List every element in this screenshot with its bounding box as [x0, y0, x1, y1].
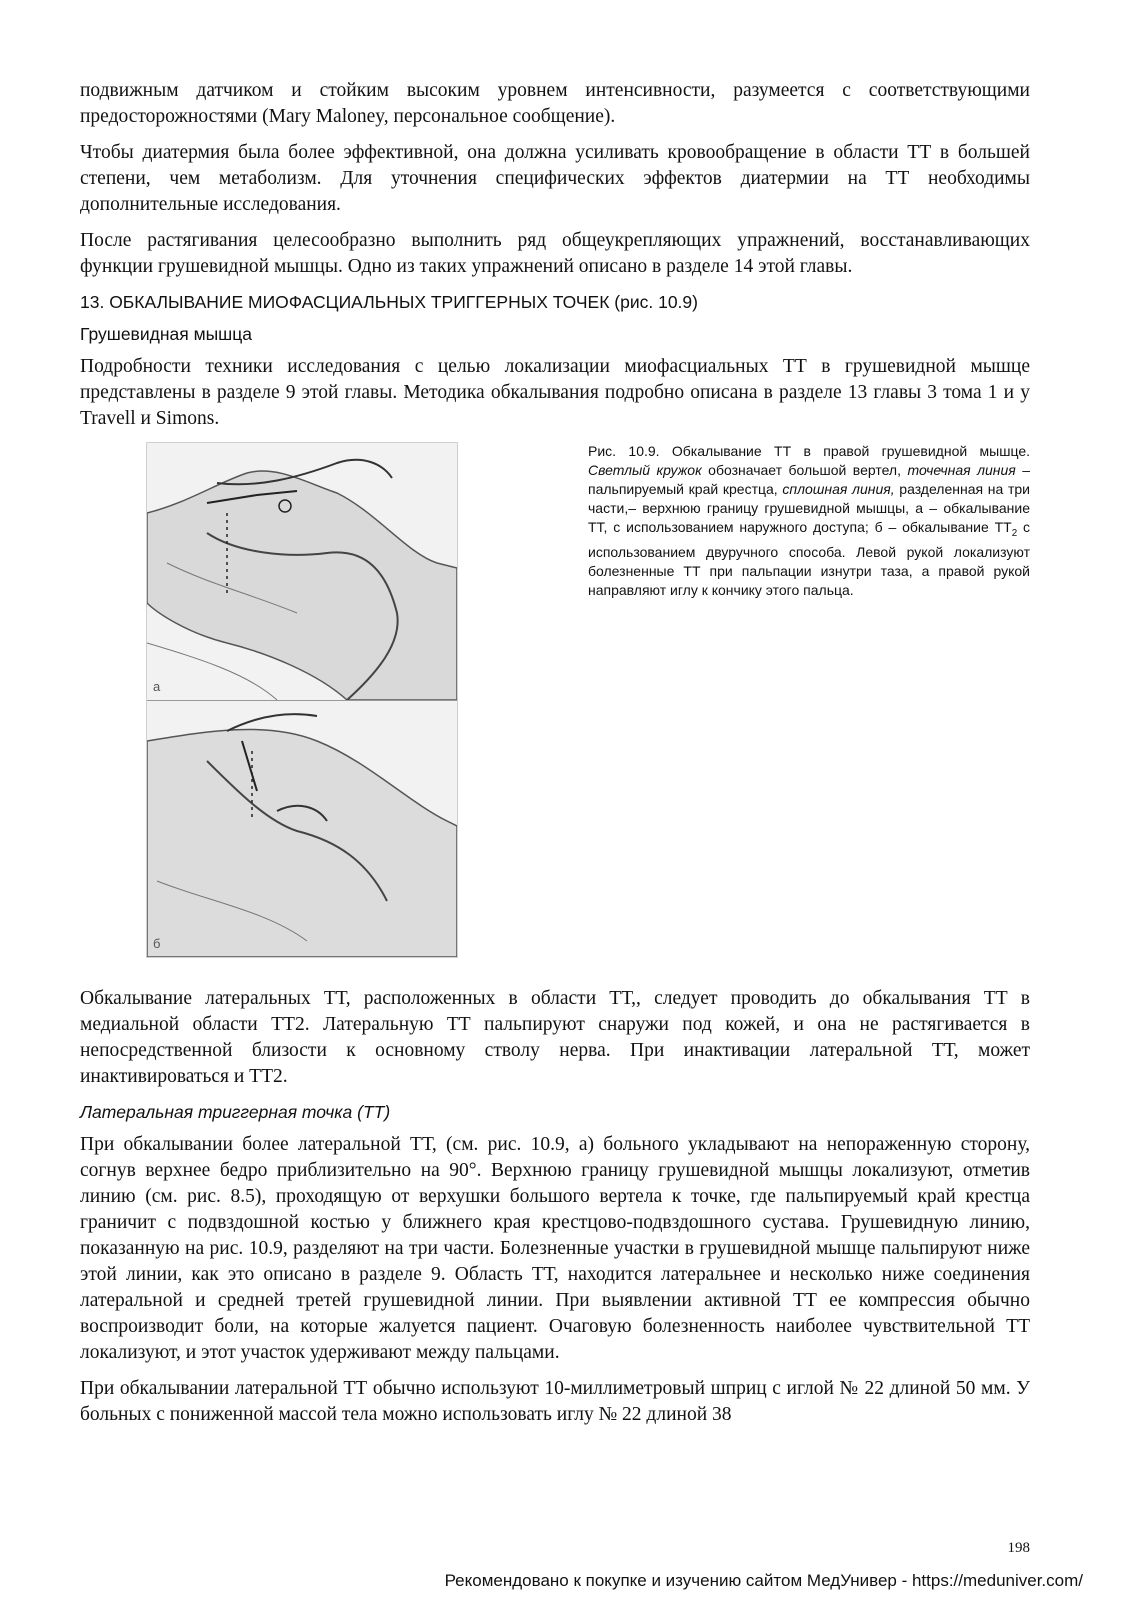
caption-text-1: Рис. 10.9. Обкалывание ТТ в правой грушевидной мышце. [588, 443, 1030, 459]
caption-text-5: с использованием двуручного способа. Левой рукой локализуют болезненные ТТ при пальпации изнутри таза, а правой рукой направляют иглу к кончику этого пальца. [588, 519, 1030, 598]
page-number: 198 [1007, 1540, 1030, 1556]
panel-label-b: б [153, 936, 161, 951]
figure-caption [588, 442, 1030, 600]
section-heading: 13. ОБКАЛЫВАНИЕ МИОФАСЦИАЛЬНЫХ ТРИГГЕРНЫХ ТОЧЕК (рис. 10.9) [80, 292, 698, 312]
paragraph-6: При обкалывании более латеральной ТТ, (см. рис. 10.9, а) больного укладывают на непораженную сторону, согнув верхнее бедро приблизительно на 90°. Верхнюю границу грушевидной мышцы локализуют, отметив линию (см. рис. 8.5), проходящую от верхушки большого вертела к точке, где пальпируемый край крестца граничит с подвздошной костью у ближнего края крестцово-подвздошного сустава. Грушевидную линию, показанную на рис. 10.9, разделяют на три части. Болезненные участки в грушевидной мышце пальпируют ниже этой линии, как это описано в разделе 9. Область ТТ, находится латеральнее и несколько ниже соединения латеральной и средней третей грушевидной линии. При выявлении активной ТТ ее компрессия обычно воспроизводит боли, на которые жалуется пациент. Очаговую болезненность наиболее чувствительной ТТ локализуют, и этот участок удерживают между пальцами. [80, 1134, 1030, 1363]
paragraph-5: Обкалывание латеральных ТТ, расположенных в области ТТ,, следует проводить до обкалывания ТТ в медиальной области ТТ2. Латеральную ТТ пальпируют снаружи под кожей, и она не растягивается в непосредственной близости к основному стволу нерва. При инактивации латеральной ТТ, может инактивироваться и ТТ2. [80, 988, 1030, 1087]
caption-subscript: 2 [1011, 527, 1018, 539]
caption-italic-3: сплошная линия, [782, 481, 895, 497]
page-content [80, 78, 1030, 1428]
paragraph-2: Чтобы диатермия была более эффективной, она должна усиливать кровообращение в области ТТ в большей степени, чем метаболизм. Для уточнения специфических эффектов диатермии на ТТ необходимы дополнительные исследования. [80, 142, 1030, 215]
illustration-lateral-approach [147, 443, 457, 700]
figure-panel-a [147, 443, 457, 701]
caption-italic-1: Светлый кружок [588, 462, 702, 478]
figure-panel-b [147, 701, 457, 957]
caption-text-2: обозначает большой вертел, [701, 462, 908, 478]
illustration-bimanual-approach [147, 701, 457, 957]
footer-recommendation: Рекомендовано к покупке и изучению сайтом МедУнивер - https://meduniver.com/ [444, 1571, 1083, 1590]
figure-illustration [146, 442, 458, 958]
caption-text-4: разделенная на три части,– верхнюю границу грушевидной мышцы, а – обкалывание ТТ, с использованием наружного доступа; б – обкалывание ТТ [588, 481, 1030, 535]
caption-text-3: – пальпируемый край крестца, [588, 462, 1030, 497]
paragraph-4: Подробности техники исследования с целью локализации миофасциальных ТТ в грушевидной мышце представлены в разделе 9 этой главы. Методика обкалывания подробно описана в разделе 13 главы 3 тома 1 и у Travell и Simons. [80, 356, 1030, 429]
panel-label-a: а [153, 679, 161, 694]
subheading: Грушевидная мышца [80, 324, 252, 344]
italic-heading: Латеральная триггерная точка (ТТ) [80, 1102, 391, 1122]
paragraph-1: подвижным датчиком и стойким высоким уровнем интенсивности, разумеется с соответствующими предосторожностями (Mary Maloney, персональное сообщение). [80, 80, 1030, 127]
figure-10-9 [80, 442, 1030, 972]
paragraph-7: При обкалывании латеральной ТТ обычно используют 10-миллиметровый шприц с иглой № 22 длиной 50 мм. У больных с пониженной массой тела можно использовать иглу № 22 длиной 38 [80, 1378, 1030, 1425]
caption-italic-2: точечная линия [907, 462, 1016, 478]
paragraph-3: После растягивания целесообразно выполнить ряд общеукрепляющих упражнений, восстанавливающих функции грушевидной мышцы. Одно из таких упражнений описано в разделе 14 этой главы. [80, 230, 1030, 277]
